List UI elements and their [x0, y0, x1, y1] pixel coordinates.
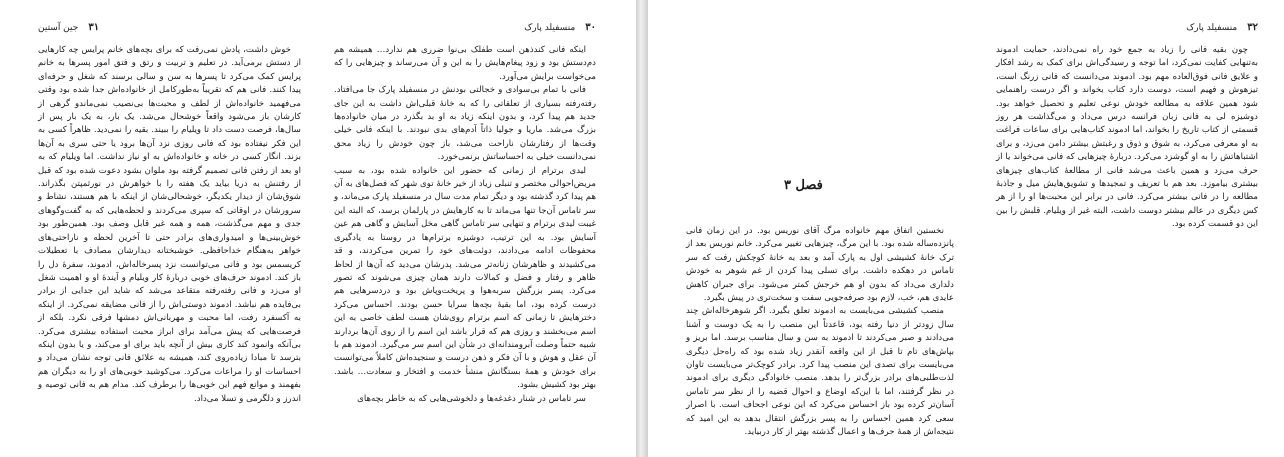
running-head-31 [38, 22, 99, 33]
right-spread [648, 0, 1284, 457]
paragraph: لیدی برترام از زمانی که حضور این خانواده شده بود، به سبب مریض‌احوالی مختصر و تنبلی زیاد از خیر خانهٔ توی شهر که فصل‌های به آن هم پیدا کرد گذشته بود و دیگر تمام مدت سال در منسفیلد پارک می‌ماند، و سر تاماس آن‌جا تنها می‌ماند تا به کارهایش در پارلمان برسد، که البته این غیبت لیدی برترام و تنهایی سر تاماس گاهی مخل آسایش و گاهی هم عین آسایش بود. به این ترتیب، دوشیزه برترام‌ها در روستا به یادگیری محفوظات ادامه می‌دادند، دوئت‌های خود را تمرین می‌کردند، و قد می‌کشیدند و ظاهرشان زنانه‌تر می‌شد. پدرشان می‌دید که آن‌ها از لحاظ ظاهر و رفتار و فضل و کمالات دارند همان چیزی می‌شوند که تصور می‌کرد. پسر بزرگش سربه‌هوا و پریخت‌وپاش بود و دردسرهایی هم درست کرده بود، اما بقیهٔ بچه‌ها سرایا حسن بودند. احساس می‌کرد دخترهایش تا زمانی که اسم برترام روی‌شان هست لطف خاصی به این اسم می‌بخشند و روزی هم که قرار باشد این اسم را از روی آن‌ها بردارند شبیه حتماً وصلت آبرومندانه‌ای در شأن این اسم سر می‌گیرد. ادموند هم با آن عقل و هوش و با آن فکر و ذهن درست و سنجیده‌اش کاملاً می‌توانست برای خودش و همهٔ بستگانش منشأ خدمت و افتخار و سعادت… باشد. بهتر بود کشیش بشود. [334, 165, 596, 391]
page-body [686, 225, 954, 440]
book-title: منسفیلد پارک [524, 23, 576, 33]
page-number: ۳۱ [88, 22, 100, 33]
book-title: منسفیلد پارک [1186, 23, 1238, 33]
page-33 [686, 0, 954, 457]
left-spread [0, 0, 636, 457]
page-30 [334, 0, 596, 457]
author-name: جین آستین [38, 23, 79, 33]
paragraph: منصب کشیشی می‌بایست به ادموند تعلق بگیرد. اگر شوهرخاله‌اش چند سال زودتر از دنیا رفته بود، قاعدتاً این منصب را به یک دوست و آشنا می‌دادند و صبر می‌کردند تا ادموند به سن و سال مناسب برسد. اما بریز و بپاش‌های تام تا قبل از این واقعه آنقدر زیاد شده بود که راه‌حل دیگری می‌بایست برای تصدی این منصب پیدا کرد. برادر کوچک‌تر می‌بایست تاوان لذت‌طلبی‌های برادر بزرگ‌تر را بدهد. منصب خانوادگی دیگری برای ادموند در نظر گرفتند، اما با این‌که اوضاع و احوال قضیه را از نظر سر تاماس آسان‌تر کرده بود باز احساس می‌کرد که این نوعی اجحاف است. با اصرار سعی کرد همین احساس را به پسر بزرگش انتقال بدهد به این امید که نتیجه‌اش از همهٔ حرف‌ها و اعمال گذشته بهتر از کار دربیاید. [686, 306, 954, 438]
paragraph: نخستین اتفاق مهم خانواده مرگ آقای نوریس بود. در این زمان فانی پانزده‌ساله شده بود. با این مرگ، چیزهایی تغییر می‌کرد. خانم نوریس بعد از ترک خانهٔ کشیشی اول به پارک آمد و بعد به خانهٔ کوچکش رفت که سر تاماس در دهکده داشت. برای تسلی پیدا کردن از غم شوهر به خودش دلداری می‌داد که بدون او هم خرجش کمتر می‌شود. برای جبران کاهش عایدی هم، خب، لازم بود صرفه‌جویی سفت و سخت‌تری در پیش بگیرد. [686, 226, 954, 304]
page-body [334, 44, 596, 406]
paragraph: فانی با تمام بی‌سوادی و خجالتی بودنش در منسفیلد پارک جا می‌افتاد. رفته‌رفته بسیاری از تعلقاتی را که به خانهٔ قبلی‌اش داشت به این جای جدید هم پیدا کرد، و بدون اینکه زیاد به او بد بگذرد در میان خانواده‌ها بزرگ می‌شد. ماریا و جولیا ذاتاً آدم‌های بدی نبودند. با اینکه فانی خیلی وقت‌ها از رفتارشان ناراحت می‌شد، باز چون خودش را زیاد محق نمی‌دانست خیلی به احساساتش برنمی‌خورد. [334, 85, 596, 163]
running-head-32 [1186, 22, 1258, 33]
page-body [38, 44, 301, 406]
running-head-30 [524, 22, 596, 33]
page-31 [38, 0, 301, 457]
paragraph: اینکه فانی کند‌ذهن است طفلک بی‌نوا ضرری هم ندارد… همیشه هم دم‌دستش بود و زود پیغام‌هایش را به این و آن می‌رساند و چیزهایی را که می‌خواست برایش می‌آورد. [334, 45, 596, 82]
page-number: ۳۰ [585, 22, 596, 33]
paragraph: چون بقیه فانی را زیاد به جمع خود راه نمی‌دادند، حمایت ادموند به‌تنهایی کفایت نمی‌کرد، اما توجه و رسیدگی‌اش برای کمک به رشد افکار و علایق فانی فوق‌العاده مهم بود. ادموند می‌دانست که فانی زرنگ است، تیزهوش و فهیم است، دوست دارد کتاب بخواند و اگر درست راهنمایی شود همین علاقه به مطالعه خودش نوعی تعلیم و تحصیل خواهد بود. دوشیزه لی به فانی زبان فرانسه درس می‌داد و می‌گذاشت هر روز قسمتی از کتاب تاریخ را بخواند، اما ادموند کتاب‌هایی برای ساعات فراغت به او معرفی می‌کرد، به شوق و ذوق و رغبتش بیشتر دامن می‌زد، و برای اشتباهاتش را به او گوشزد می‌کرد. درباره‌ٔ چیزهایی که فانی می‌خواند یا از حرف می‌زد و همین باعث می‌شد فانی از مطالعهٔ کتاب‌های چیزهای بیشتری بیاموزد. بعد هم با تعریف و تمجیدها و تشویق‌هایش میل و جاذبهٔ مطالعه را در فانی بیشتر می‌کرد. فانی در برابر این محبت‌ها او را از هر کس دیگری در عالم بیشتر دوست داشت، البته غیر از ویلیام. قلبش را بین این دو قسمت کرده بود. [996, 45, 1258, 230]
spread-gutter [636, 0, 648, 457]
paragraph: سر تاماس در شنار دغدغه‌ها و دلخوشی‌هایی که به خاطر بچه‌های [357, 393, 586, 404]
chapter-title: فصل ۳ [784, 178, 823, 193]
page-number: ۳۲ [1247, 22, 1258, 33]
page-body [996, 44, 1258, 232]
page-32 [996, 0, 1258, 457]
paragraph: خوش داشت، پادش نمی‌رفت که برای بچه‌های خانم پرایس چه کارهایی از دستش برمی‌آید. در تعلیم و تربیت و رتق و فتق امور پسرها به خانم پرایس کمک می‌کرد تا پسرها به سن و سالی برسند که شغل و حرفه‌ای پیدا کنند. فانی هم که تقریباً به‌طورکامل از خانواده‌اش جدا شده بود وقتی می‌فهمید خانواده‌اش از لطف و محبت‌ها بی‌نصیب نمی‌ماندو گرهی از کارشان باز می‌شود واقعاً خوشحال می‌شد. یک بار، به یک بار پس از سال‌ها، فرصت دست داد تا ویلیام را ببیند. بقیه را نمی‌دید. ظاهراً کسی به این فکر نیفتاده بود که فانی روزی نزد آن‌ها برود یا حتی سری به آن‌ها بزند. انگار کسی در خانه و خانواده‌اش به او نیاز نداشت. اما ویلیام که به او بعد از رفتن فانی تصمیم گرفته بود ملوان بشود دعوت شده بود که قبل از رفتنش به دریا بیاید یک هفته را با خواهرش در نورثمپتن بگذراند. شوق‌شان از دیدار یکدیگر، خوشحالی‌شان از اینکه با هم هستند، نشاط و سرورشان در اوقاتی که سپری می‌کردند و لحظه‌هایی که به گفت‌وگوهای جدی و مهم می‌گذشت، همه و همه غیر قابل وصف بود. همین‌طور بود خوش‌بینی‌ها و امیدواری‌های برادر حتی تا آخرین لحظه و ناراحتی‌های خواهر به‌هنگام خداحافظی. خوشبختانه دیدارشان مصادف با تعطیلات کریسمس بود و فانی می‌توانست نزد پسرخاله‌اش، ادموند، سفره‌ٔ دل را باز کند. ادموند حرف‌های خوبی درباره‌ٔ کار ویلیام و آینده‌ٔ او و اهمیت شغل او می‌زد و فانی رفته‌رفته متقاعد می‌شد که شاید این جدایی از برادر بی‌فایده هم نباشد. ادموند دوستی‌اش را از فانی مضایقه نمی‌کرد. از اینکه به آکسفرد رفت، اما محبت و مهربانی‌اش دمشها فرقی نکرد. بلکه از فرصت‌هایی که پیش می‌آمد برای ابراز محبت استفاده بیشتری می‌کرد. بی‌آنکه وانمود کند کاری بیش از آنچه باید برای او می‌کند، و یا بدون اینکه بترسد تا مبادا زیاده‌روی کند، همیشه به علائق فانی توجه نشان می‌داد و احساسات او را مراعات می‌کرد. می‌کوشید خوبی‌های او را به دیگران هم بفهمند و موانع فهم این خوبی‌ها را برطرف کند. مدام هم به فانی توصیه و اندرز و دلگرمی و تسلا می‌داد. [38, 45, 301, 404]
